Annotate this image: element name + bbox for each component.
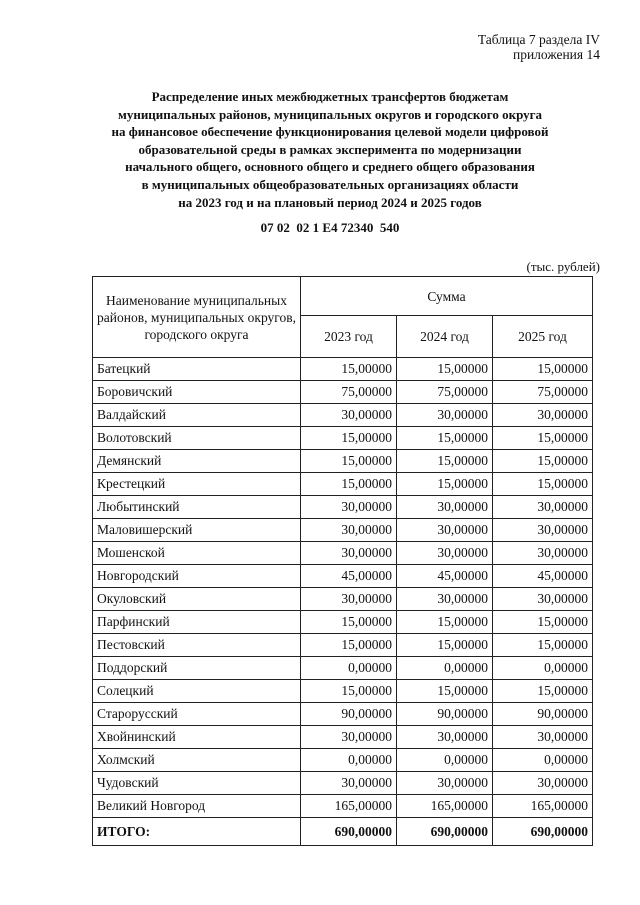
table-row xyxy=(93,381,593,404)
table-row xyxy=(93,795,593,818)
amount-2023: 30,00000 xyxy=(301,772,397,795)
amount-2025: 165,00000 xyxy=(493,795,593,818)
amount-2025: 0,00000 xyxy=(493,749,593,772)
budget-code: 07 02 02 1 E4 72340 540 xyxy=(260,220,400,235)
amount-2025: 15,00000 xyxy=(493,473,593,496)
amount-2024: 15,00000 xyxy=(397,473,493,496)
units-label: (тыс. рублей) xyxy=(526,259,600,274)
title-line: начального общего, основного общего и среднего общего образования xyxy=(125,159,535,175)
table-row xyxy=(93,358,593,381)
amount-2023: 90,00000 xyxy=(301,703,397,726)
amount-2024: 30,00000 xyxy=(397,496,493,519)
amount-2024: 75,00000 xyxy=(397,381,493,404)
amount-2024: 30,00000 xyxy=(397,404,493,427)
amount-2023: 15,00000 xyxy=(301,358,397,381)
amount-2024: 690,00000 xyxy=(397,818,493,846)
header-year-2025: 2025 год xyxy=(493,316,593,358)
district-name: Любытинский xyxy=(93,496,301,519)
amount-2025: 15,00000 xyxy=(493,680,593,703)
amount-2023: 15,00000 xyxy=(301,680,397,703)
amount-2023: 0,00000 xyxy=(301,657,397,680)
amount-2025: 30,00000 xyxy=(493,496,593,519)
table-row xyxy=(93,519,593,542)
amount-2025: 30,00000 xyxy=(493,588,593,611)
district-name: Поддорский xyxy=(93,657,301,680)
total-row xyxy=(93,818,593,846)
table-row xyxy=(93,542,593,565)
district-name: Окуловский xyxy=(93,588,301,611)
title-line: муниципальных районов, муниципальных округов и городского округа xyxy=(117,106,543,122)
total-label: ИТОГО: xyxy=(93,818,301,846)
table-row xyxy=(93,772,593,795)
amount-2025: 15,00000 xyxy=(493,611,593,634)
amount-2025: 30,00000 xyxy=(493,519,593,542)
amount-2025: 0,00000 xyxy=(493,657,593,680)
amount-2023: 15,00000 xyxy=(301,473,397,496)
district-name: Боровичский xyxy=(93,381,301,404)
amount-2023: 165,00000 xyxy=(301,795,397,818)
table-row xyxy=(93,450,593,473)
amount-2024: 15,00000 xyxy=(397,634,493,657)
amount-2024: 15,00000 xyxy=(397,358,493,381)
amount-2023: 45,00000 xyxy=(301,565,397,588)
district-name: Новгородский xyxy=(93,565,301,588)
title-line: образовательной среды в рамках эксперимента по модернизации xyxy=(138,141,522,157)
table-row xyxy=(93,726,593,749)
amount-2025: 30,00000 xyxy=(493,772,593,795)
district-name: Маловишерский xyxy=(93,519,301,542)
amount-2024: 90,00000 xyxy=(397,703,493,726)
header-row xyxy=(93,277,593,316)
table-row xyxy=(93,473,593,496)
amount-2024: 15,00000 xyxy=(397,427,493,450)
district-name: Валдайский xyxy=(93,404,301,427)
amount-2024: 30,00000 xyxy=(397,519,493,542)
amount-2024: 15,00000 xyxy=(397,450,493,473)
amount-2025: 690,00000 xyxy=(493,818,593,846)
table-reference xyxy=(478,32,600,62)
amount-2025: 15,00000 xyxy=(493,427,593,450)
amount-2024: 15,00000 xyxy=(397,611,493,634)
amount-2023: 30,00000 xyxy=(301,404,397,427)
amount-2023: 30,00000 xyxy=(301,542,397,565)
district-name: Мошенской xyxy=(93,542,301,565)
table-row xyxy=(93,703,593,726)
table-row xyxy=(93,680,593,703)
district-name: Волотовский xyxy=(93,427,301,450)
district-name: Батецкий xyxy=(93,358,301,381)
amount-2025: 15,00000 xyxy=(493,358,593,381)
amount-2025: 30,00000 xyxy=(493,404,593,427)
amount-2025: 45,00000 xyxy=(493,565,593,588)
district-name: Старорусский xyxy=(93,703,301,726)
amount-2024: 45,00000 xyxy=(397,565,493,588)
header-sum: Сумма xyxy=(301,277,593,316)
district-name: Парфинский xyxy=(93,611,301,634)
amount-2023: 15,00000 xyxy=(301,634,397,657)
district-name: Солецкий xyxy=(93,680,301,703)
table-body xyxy=(93,358,593,846)
ref-line-2: приложения 14 xyxy=(512,47,600,62)
title-line: на 2023 год и на плановый период 2024 и 2025 годов xyxy=(178,194,482,210)
table-row xyxy=(93,496,593,519)
ref-line-1: Таблица 7 раздела IV xyxy=(477,32,600,47)
amount-2025: 30,00000 xyxy=(493,726,593,749)
amount-2024: 15,00000 xyxy=(397,680,493,703)
amount-2024: 0,00000 xyxy=(397,657,493,680)
amount-2023: 15,00000 xyxy=(301,427,397,450)
district-name: Холмский xyxy=(93,749,301,772)
amount-2023: 30,00000 xyxy=(301,496,397,519)
amount-2023: 30,00000 xyxy=(301,588,397,611)
amount-2025: 15,00000 xyxy=(493,450,593,473)
district-name: Чудовский xyxy=(93,772,301,795)
amount-2023: 690,00000 xyxy=(301,818,397,846)
district-name: Хвойнинский xyxy=(93,726,301,749)
header-year-2024: 2024 год xyxy=(397,316,493,358)
table-row xyxy=(93,657,593,680)
table-row xyxy=(93,749,593,772)
amount-2023: 0,00000 xyxy=(301,749,397,772)
document-title xyxy=(60,88,600,211)
district-name: Пестовский xyxy=(93,634,301,657)
amount-2023: 15,00000 xyxy=(301,450,397,473)
amount-2023: 15,00000 xyxy=(301,611,397,634)
amount-2024: 165,00000 xyxy=(397,795,493,818)
title-line: на финансовое обеспечение функционирования целевой модели цифровой xyxy=(111,124,549,140)
amount-2024: 0,00000 xyxy=(397,749,493,772)
header-year-2023: 2023 год xyxy=(301,316,397,358)
table-row xyxy=(93,427,593,450)
table-row xyxy=(93,565,593,588)
amount-2024: 30,00000 xyxy=(397,726,493,749)
amount-2025: 30,00000 xyxy=(493,542,593,565)
amount-2025: 75,00000 xyxy=(493,381,593,404)
district-name: Крестецкий xyxy=(93,473,301,496)
title-line: в муниципальных общеобразовательных организациях области xyxy=(141,176,519,192)
table-row xyxy=(93,634,593,657)
district-name: Великий Новгород xyxy=(93,795,301,818)
amount-2023: 30,00000 xyxy=(301,519,397,542)
amount-2023: 30,00000 xyxy=(301,726,397,749)
distribution-table xyxy=(92,276,593,846)
amount-2024: 30,00000 xyxy=(397,588,493,611)
amount-2025: 90,00000 xyxy=(493,703,593,726)
amount-2024: 30,00000 xyxy=(397,772,493,795)
amount-2023: 75,00000 xyxy=(301,381,397,404)
table-row xyxy=(93,404,593,427)
district-name: Демянский xyxy=(93,450,301,473)
table-row xyxy=(93,611,593,634)
table-row xyxy=(93,588,593,611)
title-line: Распределение иных межбюджетных трансфертов бюджетам xyxy=(151,89,509,104)
amount-2024: 30,00000 xyxy=(397,542,493,565)
amount-2025: 15,00000 xyxy=(493,634,593,657)
header-name: Наименование муниципальных районов, муниципальных округов, городского округа xyxy=(93,277,301,358)
